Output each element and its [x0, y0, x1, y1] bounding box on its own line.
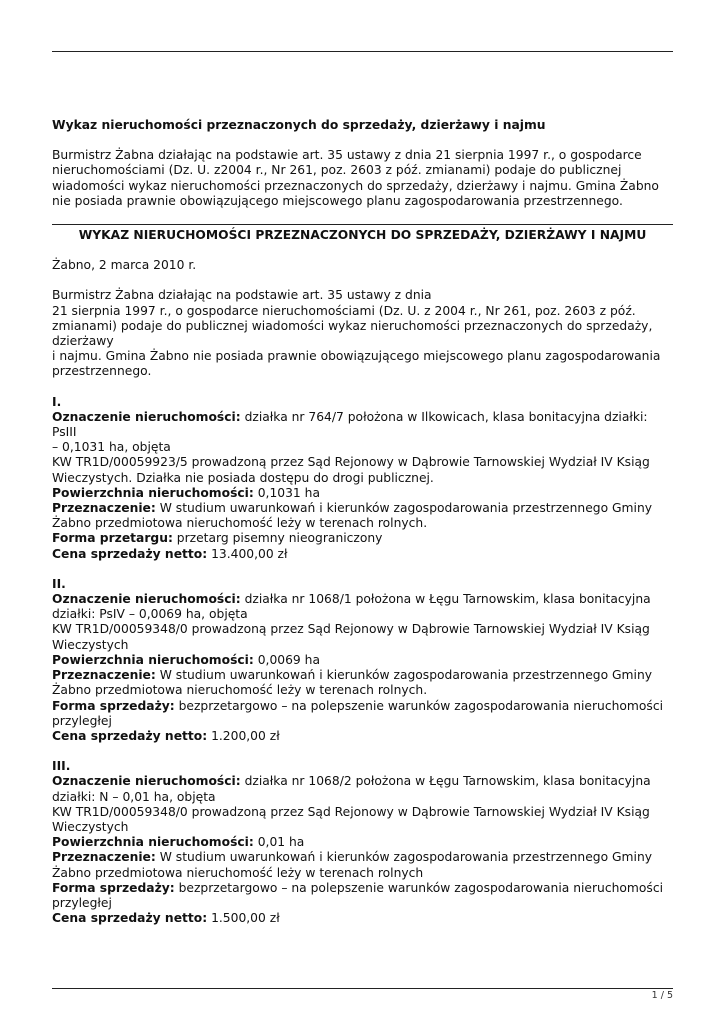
- designation-line: [52, 410, 673, 440]
- price-line: [52, 547, 673, 562]
- list-heading: WYKAZ NIERUCHOMOŚCI PRZEZNACZONYCH DO SPRZEDAŻY, DZIERŻAWY I NAJMU: [78, 228, 647, 243]
- property-section-1: [52, 395, 673, 562]
- form-line: [52, 699, 673, 714]
- purpose-value: W studium uwarunkowań i kierunków zagospodarowania przestrzennego Gminy: [155, 668, 653, 683]
- intro-line: Burmistrz Żabna działając na podstawie art. 35 ustawy z dnia 21 sierpnia 1997 r., o gospodarce: [52, 148, 642, 163]
- section-numeral: II.: [52, 576, 66, 591]
- form-line: przyległej: [52, 895, 112, 910]
- purpose-label: Przeznaczenie:: [52, 501, 156, 516]
- body-line: 21 sierpnia 1997 r., o gospodarce nieruchomościami (Dz. U. z 2004 r., Nr 261, poz. 2603 z póź.: [52, 303, 636, 318]
- form-label: Forma sprzedaży:: [52, 698, 175, 713]
- designation-line: Wieczystych: [52, 819, 129, 834]
- area-value: 0,1031 ha: [253, 485, 320, 500]
- form-value: bezprzetargowo – na polepszenie warunków zagospodarowania nieruchomości: [174, 698, 663, 713]
- body-paragraph: [52, 288, 673, 379]
- designation-line: [52, 592, 673, 607]
- purpose-line: [52, 668, 673, 683]
- purpose-line: Żabno przedmiotowa nieruchomość leży w terenach rolnych.: [52, 683, 428, 698]
- form-line: [52, 531, 673, 546]
- price-label: Cena sprzedaży netto:: [52, 911, 208, 926]
- designation-line: działki: N – 0,01 ha, objęta: [52, 789, 216, 804]
- purpose-line: [52, 850, 673, 865]
- body-line: i najmu. Gmina Żabno nie posiada prawnie obowiązującego miejscowego planu zagospodarowania: [52, 349, 661, 364]
- purpose-line: Żabno przedmiotowa nieruchomość leży w terenach rolnych.: [52, 516, 428, 531]
- intro-paragraph: [52, 148, 673, 209]
- form-label: Forma sprzedaży:: [52, 880, 175, 895]
- designation-line: Wieczystych: [52, 637, 129, 652]
- body-line: Burmistrz Żabna działając na podstawie art. 35 ustawy z dnia: [52, 288, 432, 303]
- document-title: Wykaz nieruchomości przeznaczonych do sprzedaży, dzierżawy i najmu: [52, 118, 546, 132]
- designation-label: Oznaczenie nieruchomości:: [52, 592, 241, 607]
- form-line: [52, 881, 673, 896]
- area-label: Powierzchnia nieruchomości:: [52, 485, 254, 500]
- price-value: 13.400,00 zł: [207, 546, 288, 561]
- designation-value: działka nr 1068/1 położona w Łęgu Tarnowskim, klasa bonitacyjna: [240, 592, 651, 607]
- designation-line: KW TR1D/00059348/0 prowadzoną przez Sąd Rejonowy w Dąbrowie Tarnowskiej Wydział IV Ksiąg: [52, 622, 650, 637]
- area-value: 0,01 ha: [253, 835, 305, 850]
- form-value: bezprzetargowo – na polepszenie warunków zagospodarowania nieruchomości: [174, 880, 663, 895]
- area-label: Powierzchnia nieruchomości:: [52, 835, 254, 850]
- document-body: [52, 118, 673, 941]
- designation-value: działka nr 764/7 położona w Ilkowicach, klasa bonitacyjna działki: PsIII: [52, 409, 648, 440]
- form-value: przetarg pisemny nieograniczony: [172, 531, 383, 546]
- section-numeral: III.: [52, 759, 71, 774]
- area-label: Powierzchnia nieruchomości:: [52, 652, 254, 667]
- designation-line: – 0,1031 ha, objęta: [52, 440, 171, 455]
- area-line: [52, 486, 673, 501]
- header-rule: [52, 51, 673, 52]
- purpose-label: Przeznaczenie:: [52, 850, 156, 865]
- purpose-line: Żabno przedmiotowa nieruchomość leży w terenach rolnych: [52, 865, 424, 880]
- designation-line: [52, 774, 673, 789]
- price-line: [52, 911, 673, 926]
- property-section-2: [52, 577, 673, 744]
- purpose-line: [52, 501, 673, 516]
- price-label: Cena sprzedaży netto:: [52, 546, 208, 561]
- designation-line: KW TR1D/00059923/5 prowadzoną przez Sąd Rejonowy w Dąbrowie Tarnowskiej Wydział IV Ksiąg: [52, 455, 650, 470]
- price-line: [52, 729, 673, 744]
- price-value: 1.500,00 zł: [207, 911, 280, 926]
- designation-line: działki: PsIV – 0,0069 ha, objęta: [52, 607, 248, 622]
- intro-line: nie posiada prawnie obowiązującego miejscowego planu zagospodarowania przestrzennego.: [52, 193, 623, 208]
- intro-line: wiadomości wykaz nieruchomości przeznaczonych do sprzedaży, dzierżawy i najmu. Gmina Żabno: [52, 178, 659, 193]
- body-line: dzierżawy: [52, 334, 114, 349]
- price-value: 1.200,00 zł: [207, 728, 280, 743]
- area-value: 0,0069 ha: [253, 652, 320, 667]
- form-line: przyległej: [52, 713, 112, 728]
- area-line: [52, 835, 673, 850]
- designation-line: Wieczystych. Działka nie posiada dostępu do drogi publicznej.: [52, 470, 434, 485]
- designation-line: KW TR1D/00059348/0 prowadzoną przez Sąd Rejonowy w Dąbrowie Tarnowskiej Wydział IV Ksiąg: [52, 804, 650, 819]
- purpose-value: W studium uwarunkowań i kierunków zagospodarowania przestrzennego Gminy: [155, 850, 653, 865]
- designation-label: Oznaczenie nieruchomości:: [52, 409, 241, 424]
- body-line: zmianami) podaje do publicznej wiadomości wykaz nieruchomości przeznaczonych do sprzedaży,: [52, 318, 653, 333]
- designation-value: działka nr 1068/2 położona w Łęgu Tarnowskim, klasa bonitacyjna: [240, 774, 651, 789]
- property-section-3: [52, 759, 673, 926]
- page-number: 1 / 5: [651, 990, 673, 1001]
- footer-rule: [52, 988, 673, 989]
- designation-label: Oznaczenie nieruchomości:: [52, 774, 241, 789]
- area-line: [52, 653, 673, 668]
- body-line: przestrzennego.: [52, 364, 152, 379]
- section-numeral: I.: [52, 394, 62, 409]
- price-label: Cena sprzedaży netto:: [52, 728, 208, 743]
- date-line: Żabno, 2 marca 2010 r.: [52, 258, 197, 273]
- intro-line: nieruchomościami (Dz. U. z2004 r., Nr 261, poz. 2603 z póź. zmianami) podaje do publicznej: [52, 163, 622, 178]
- form-label: Forma przetargu:: [52, 531, 173, 546]
- section-divider: [52, 224, 673, 225]
- purpose-label: Przeznaczenie:: [52, 668, 156, 683]
- purpose-value: W studium uwarunkowań i kierunków zagospodarowania przestrzennego Gminy: [155, 501, 653, 516]
